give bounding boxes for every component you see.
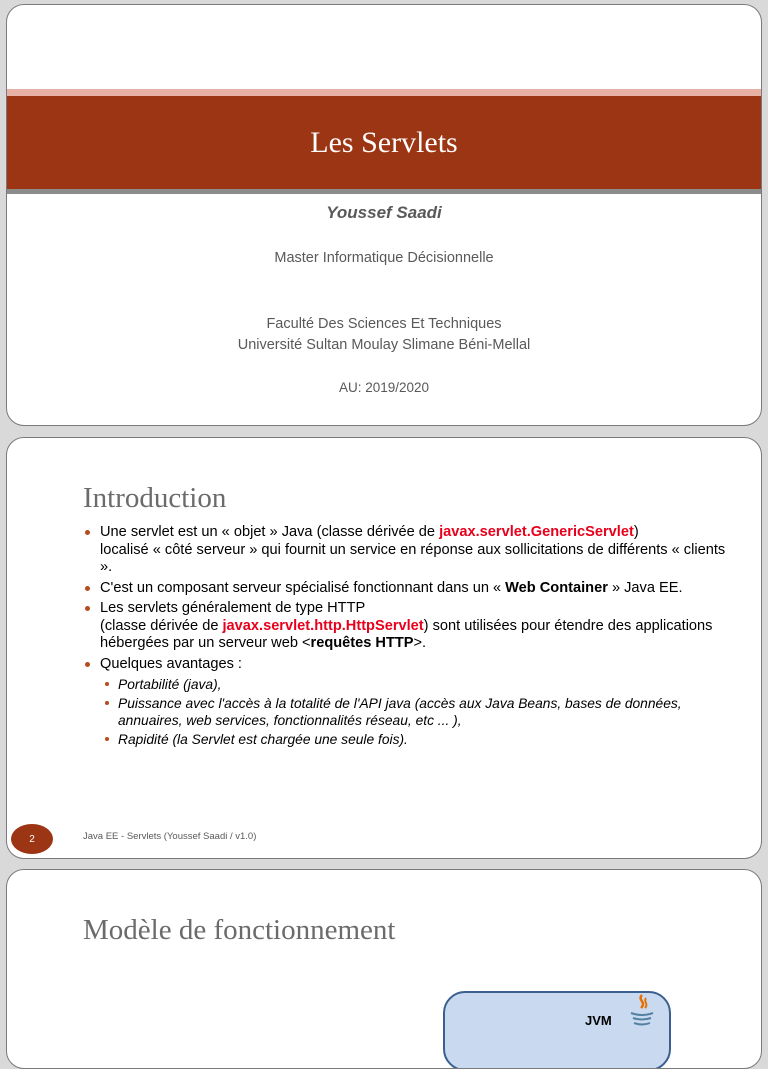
java-coffee-cup-icon [625, 993, 659, 1033]
bullet-list [83, 524, 733, 750]
program-name: Master Informatique Décisionnelle [274, 250, 494, 266]
bullet-item: C'est un composant serveur spécialisé fonctionnant dans un « Web Container » Java EE. [83, 580, 733, 598]
slide-title: Les Servlets [310, 125, 458, 159]
sub-bullet-item: Puissance avec l'accès à la totalité de l'API java (accès aux Java Beans, bases de données, annuaires, web services, fonctionnalités réseau, etc ... ), [83, 695, 733, 729]
introduction-slide [6, 437, 762, 859]
title-band-top [7, 89, 761, 96]
slide-footer: Java EE - Servlets (Youssef Saadi / v1.0) [83, 831, 257, 842]
bullet-item: Quelques avantages : [83, 656, 733, 674]
sub-bullet-item: Rapidité (la Servlet est chargée une seule fois). [83, 731, 733, 748]
title-band-bottom [7, 189, 761, 194]
bullet-item: Les servlets généralement de type HTTP (classe dérivée de javax.servlet.http.HttpServlet) sont utilisées pour étendre des applications hébergées par un serveur web <requêtes HTTP>. [83, 600, 733, 653]
author-name: Youssef Saadi [326, 203, 442, 222]
slide-title: Introduction [83, 482, 227, 514]
jvm-box [443, 991, 671, 1069]
model-slide [6, 869, 762, 1069]
faculty-name: Faculté Des Sciences Et Techniques [266, 316, 502, 332]
sub-bullet-item: Portabilité (java), [83, 676, 733, 693]
academic-year: AU: 2019/2020 [338, 380, 430, 395]
slide-title: Modèle de fonctionnement [83, 914, 396, 946]
jvm-label: JVM [585, 1013, 612, 1028]
bullet-item: Une servlet est un « objet » Java (classe dérivée de javax.servlet.GenericServlet) localisé « côté serveur » qui fournit un service en réponse aux sollicitations de différents « clients ». [83, 524, 733, 577]
class-name: javax.servlet.GenericServlet [439, 524, 634, 540]
university-name: Université Sultan Moulay Slimane Béni-Mellal [237, 337, 531, 353]
class-name: javax.servlet.http.HttpServlet [222, 617, 424, 634]
page-number-badge: 2 [11, 824, 53, 854]
title-slide [6, 4, 762, 426]
